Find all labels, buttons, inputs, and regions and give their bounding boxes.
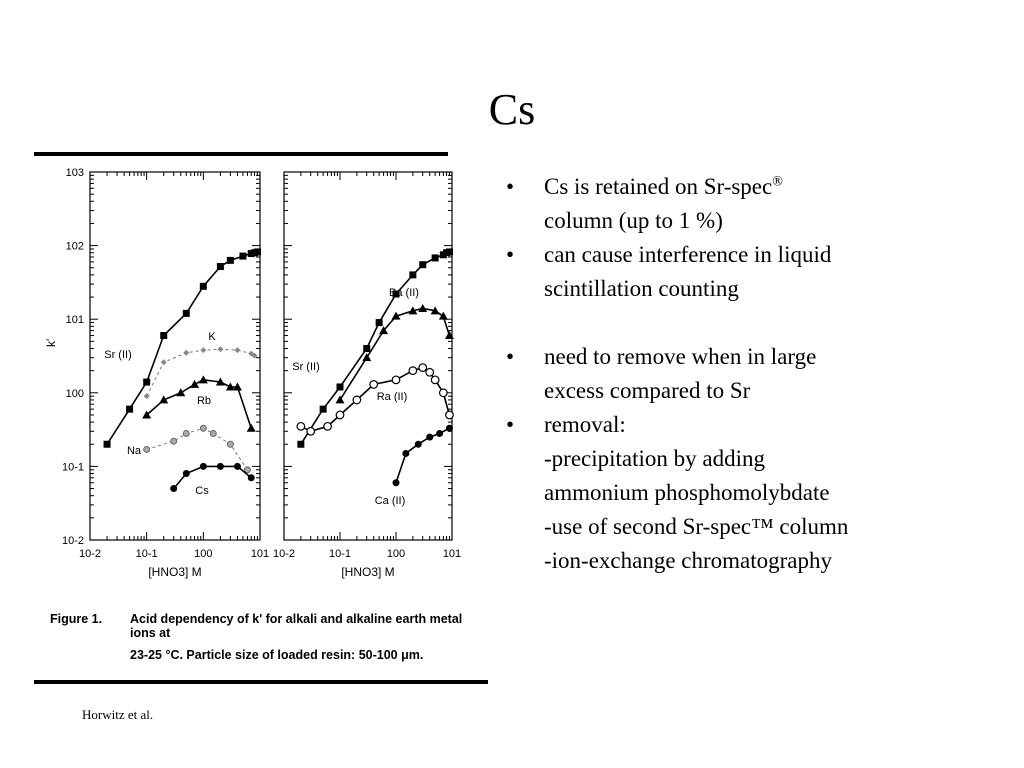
data-point-square: [337, 383, 344, 390]
bullet-line: • can cause interference in liquid: [544, 242, 832, 267]
series-label: Ca (II): [374, 495, 406, 507]
bullet-line: column (up to 1 %): [544, 208, 723, 233]
data-point-triangle: [176, 388, 185, 396]
bullet-line: Cs is retained on Sr-spec: [544, 174, 773, 199]
bullet-line: -precipitation by adding: [544, 446, 765, 471]
data-point-square: [227, 257, 234, 264]
data-point-square: [432, 254, 439, 261]
figure-caption-label: Figure 1.: [50, 612, 103, 626]
source-credit: Horwitz et al.: [82, 707, 154, 722]
x-tick-label: 101: [250, 548, 270, 560]
data-point-hexagon: [171, 438, 177, 444]
data-point-open-circle: [426, 368, 434, 376]
registered-mark: ®: [772, 174, 783, 190]
data-point-triangle: [439, 312, 448, 320]
data-point-square: [143, 379, 150, 386]
data-point-circle: [446, 425, 453, 432]
data-point-square: [419, 261, 426, 268]
data-point-open-circle: [431, 376, 439, 384]
bullet-line: • need to remove when in large: [544, 344, 817, 369]
data-point-square: [200, 283, 207, 290]
y-tick-label: 103: [65, 167, 84, 179]
data-point-diamond: [183, 350, 189, 356]
slide-title: Cs: [488, 85, 536, 134]
data-point-square: [126, 406, 133, 413]
data-point-circle: [415, 441, 422, 448]
data-point-open-circle: [392, 376, 400, 384]
data-point-triangle: [190, 380, 199, 388]
data-point-triangle: [418, 304, 427, 312]
data-point-circle: [200, 463, 207, 470]
y-tick-label: 102: [65, 240, 84, 253]
data-point-circle: [234, 463, 241, 470]
chart-panel-left: [62, 167, 269, 579]
series-label: Sr (II): [292, 361, 320, 373]
data-point-circle: [402, 450, 409, 457]
data-point-open-circle: [336, 411, 344, 419]
data-point-diamond: [234, 347, 240, 353]
x-tick-label: 10-2: [272, 548, 296, 560]
data-point-square: [239, 253, 246, 260]
bullet-item: [506, 340, 1006, 408]
data-point-diamond: [200, 347, 206, 353]
bullet-line: excess compared to Sr: [544, 378, 751, 403]
x-axis-label: [HNO3] M: [341, 565, 395, 579]
data-point-square: [297, 441, 304, 448]
data-point-diamond: [161, 359, 167, 365]
data-point-triangle: [336, 395, 345, 403]
data-point-hexagon: [210, 430, 216, 436]
data-point-open-circle: [307, 427, 315, 435]
series-label: Cs: [195, 485, 209, 497]
data-point-square: [217, 263, 224, 270]
series-curve: [340, 308, 449, 400]
data-point-open-circle: [446, 411, 454, 419]
chart-figure: [34, 152, 488, 684]
chart-panel-right: [273, 172, 461, 579]
data-point-circle: [183, 470, 190, 477]
data-point-open-circle: [440, 389, 448, 397]
data-point-hexagon: [183, 430, 189, 436]
data-point-circle: [393, 479, 400, 486]
data-point-hexagon: [244, 467, 250, 473]
series-curve: [301, 368, 450, 432]
data-point-diamond: [217, 346, 223, 352]
x-tick-label: 10-1: [135, 548, 158, 560]
series-label: Ba (II): [389, 287, 419, 299]
data-point-square: [104, 441, 111, 448]
data-point-square: [409, 271, 416, 278]
data-point-square: [183, 310, 190, 317]
y-tick-label: 101: [65, 314, 84, 327]
x-tick-label: 100: [194, 548, 213, 560]
bullet-line: -use of second Sr-spec™ column: [544, 514, 849, 539]
data-point-open-circle: [409, 367, 417, 375]
bullet-list: [506, 170, 1006, 578]
data-point-circle: [426, 434, 433, 441]
bullet-item: [506, 170, 1006, 238]
series-label: Sr (II): [104, 349, 132, 361]
data-point-triangle: [199, 375, 208, 383]
data-point-hexagon: [200, 425, 206, 431]
bullet-line: ammonium phosphomolybdate: [544, 480, 830, 505]
figure: [34, 152, 488, 684]
bullet-line: • removal:: [544, 412, 626, 437]
y-axis-label: k': [44, 338, 58, 347]
data-point-square: [376, 319, 383, 326]
figure-caption-text-2: 23-25 °C. Particle size of loaded resin: 50-100 μm.: [130, 648, 424, 662]
bullet-line: scintillation counting: [544, 276, 739, 301]
x-tick-label: 100: [386, 548, 406, 560]
data-point-circle: [436, 430, 443, 437]
series-label: Na: [126, 445, 142, 457]
x-axis-label: [HNO3] M: [148, 565, 202, 579]
data-point-square: [446, 248, 453, 255]
series-label: K: [208, 331, 216, 343]
x-tick-label: 10-2: [78, 548, 102, 560]
data-point-open-circle: [419, 364, 427, 372]
series-label: Rb: [196, 395, 212, 407]
series-curve: [301, 252, 450, 444]
x-tick-label: 101: [442, 548, 462, 560]
data-point-square: [254, 248, 261, 255]
data-point-triangle: [247, 424, 256, 432]
data-point-square: [363, 345, 370, 352]
bullet-item: [506, 408, 1006, 578]
data-point-square: [320, 406, 327, 413]
data-point-open-circle: [324, 423, 332, 431]
series-curve: [174, 466, 252, 488]
data-point-open-circle: [297, 423, 305, 431]
y-tick-label: 10-2: [61, 535, 84, 547]
data-point-square: [160, 332, 167, 339]
y-tick-label: 10-1: [61, 461, 84, 474]
figure-caption-text-1: Acid dependency of k' for alkali and alkaline earth metal ions at: [130, 612, 463, 640]
y-tick-label: 100: [65, 387, 84, 400]
bullet-line: -ion-exchange chromatography: [544, 548, 833, 573]
data-point-hexagon: [227, 441, 233, 447]
data-point-hexagon: [144, 446, 150, 452]
data-point-circle: [217, 463, 224, 470]
series-curve: [147, 428, 248, 470]
data-point-open-circle: [370, 381, 378, 389]
data-point-open-circle: [353, 396, 361, 404]
data-point-diamond: [144, 393, 150, 399]
series-label: Ra (II): [376, 391, 408, 403]
data-point-circle: [170, 485, 177, 492]
data-point-circle: [248, 474, 255, 481]
x-tick-label: 10-1: [328, 548, 352, 560]
bullet-item: [506, 238, 1006, 306]
